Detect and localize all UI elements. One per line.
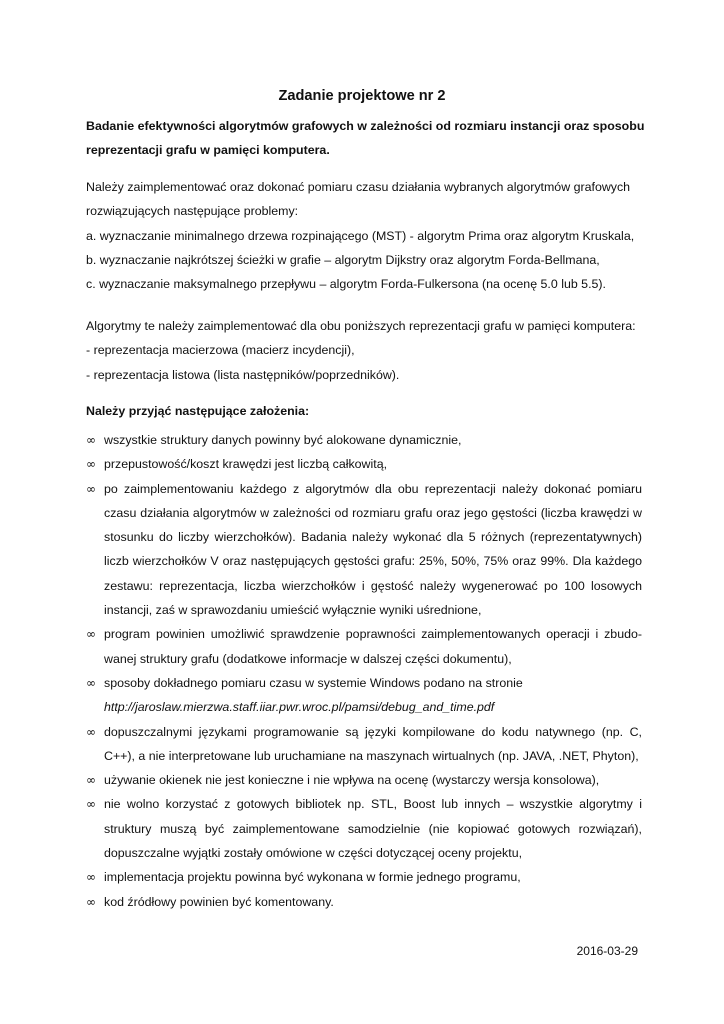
document-date: 2016-03-29 xyxy=(576,944,638,958)
infinity-bullet-icon: ∞ xyxy=(86,481,96,496)
intro-section xyxy=(86,175,642,296)
infinity-bullet-icon: ∞ xyxy=(86,894,96,909)
infinity-bullet-icon: ∞ xyxy=(86,457,96,472)
representations-text: Algorytmy te należy zaimplementować dla obu poniższych reprezentacji grafu w pamięci komputera: xyxy=(86,319,636,333)
assumption-item xyxy=(86,428,642,452)
assumption-text: nie wolno korzystać z gotowych bibliotek np. STL, Boost lub innych – wszystkie algorytmy i struktury muszą być zaimplementowane samodzielnie (nie kopiować gotowych rozwiązań), dopuszczalne wyjątki zostały omówione w części dotyczącej oceny projektu, xyxy=(104,797,642,861)
infinity-bullet-icon: ∞ xyxy=(86,724,96,739)
problem-c: c. wyznaczanie maksymalnego przepływu – algorytm Forda-Fulkersona (na ocenę 5.0 lub 5.5). xyxy=(86,277,606,292)
document-title: Zadanie projektowe nr 2 xyxy=(278,88,446,104)
assumption-item xyxy=(86,452,642,476)
assumptions-heading: Należy przyjąć następujące założenia: xyxy=(86,404,310,418)
assumption-item xyxy=(86,768,642,792)
assumption-item xyxy=(86,622,642,671)
assumption-text: program powinien umożliwić sprawdzenie poprawności zaimplementowanych operacji i zbudo-wanej struktury grafu (dodatkowe informacje w dalszej części dokumentu), xyxy=(104,627,642,666)
infinity-bullet-icon: ∞ xyxy=(86,433,96,447)
representation-list: - reprezentacja listowa (lista następników/poprzedników). xyxy=(86,367,400,382)
assumption-item xyxy=(86,671,642,720)
assumption-item xyxy=(86,477,642,623)
assumption-text: dopuszczalnymi językami programowanie są języki kompilowane do kodu natywnego (np. C, C++), a nie interpretowane lub uruchamiane na maszynach wirtualnych (np. JAVA, .NET, Phyton), xyxy=(104,724,642,763)
representations-section xyxy=(86,314,642,387)
representation-matrix: - reprezentacja macierzowa (macierz incydencji), xyxy=(86,343,355,358)
assumption-item xyxy=(86,720,642,769)
assumptions-list xyxy=(86,428,642,914)
assumption-text: po zaimplementowaniu każdego z algorytmów dla obu reprezentacji należy dokonać pomiaru czasu działania algorytmów w zależności od rozmiaru grafu oraz jego gęstości (liczba krawędzi w stosunku do liczby wierzchołków). Badania należy wykonać dla 5 różnych (reprezentatywnych) liczb wierzchołków V oraz następujących gęstości grafu: 25%, 50%, 75% oraz 99%. Dla każdego zestawu: reprezentacja, liczba wierzchołków i gęstość należy wygenerować po 100 losowych instancji, zaś w sprawozdaniu umieścić wyłącznie wyniki uśrednione, xyxy=(104,481,642,618)
assumption-text: kod źródłowy powinien być komentowany. xyxy=(104,894,334,909)
assumption-text: używanie okienek nie jest konieczne i nie wpływa na ocenę (wystarczy wersja konsolowa), xyxy=(104,773,600,788)
problem-b: b. wyznaczanie najkrótszej ścieżki w grafie – algorytm Dijkstry oraz algorytm Forda-Bellmana, xyxy=(86,252,600,267)
assumption-text: implementacja projektu powinna być wykonana w formie jednego programu, xyxy=(104,870,521,885)
timing-url-link[interactable]: http://jaroslaw.mierzwa.staff.iiar.pwr.wroc.pl/pamsi/debug_and_time.pdf xyxy=(104,700,495,715)
assumption-item xyxy=(86,865,642,889)
problem-a: a. wyznaczanie minimalnego drzewa rozpinającego (MST) - algorytm Prima oraz algorytm Kruskala, xyxy=(86,228,635,243)
infinity-bullet-icon: ∞ xyxy=(86,627,96,642)
assumption-text: sposoby dokładnego pomiaru czasu w systemie Windows podano na stronie xyxy=(104,675,523,690)
assumption-text: przepustowość/koszt krawędzi jest liczbą całkowitą, xyxy=(104,457,388,472)
infinity-bullet-icon: ∞ xyxy=(86,675,96,690)
intro-text: Należy zaimplementować oraz dokonać pomiaru czasu działania wybranych algorytmów grafowych rozwiązujących następujące problemy: xyxy=(86,180,631,219)
infinity-bullet-icon: ∞ xyxy=(86,773,96,788)
assumption-item xyxy=(86,890,642,914)
infinity-bullet-icon: ∞ xyxy=(86,797,96,812)
assumption-item xyxy=(86,792,642,865)
document-subtitle: Badanie efektywności algorytmów grafowych w zależności od rozmiaru instancji oraz sposobu reprezentacji grafu w pamięci komputera. xyxy=(86,119,645,157)
infinity-bullet-icon: ∞ xyxy=(86,870,96,885)
assumption-text: wszystkie struktury danych powinny być alokowane dynamicznie, xyxy=(104,433,462,447)
